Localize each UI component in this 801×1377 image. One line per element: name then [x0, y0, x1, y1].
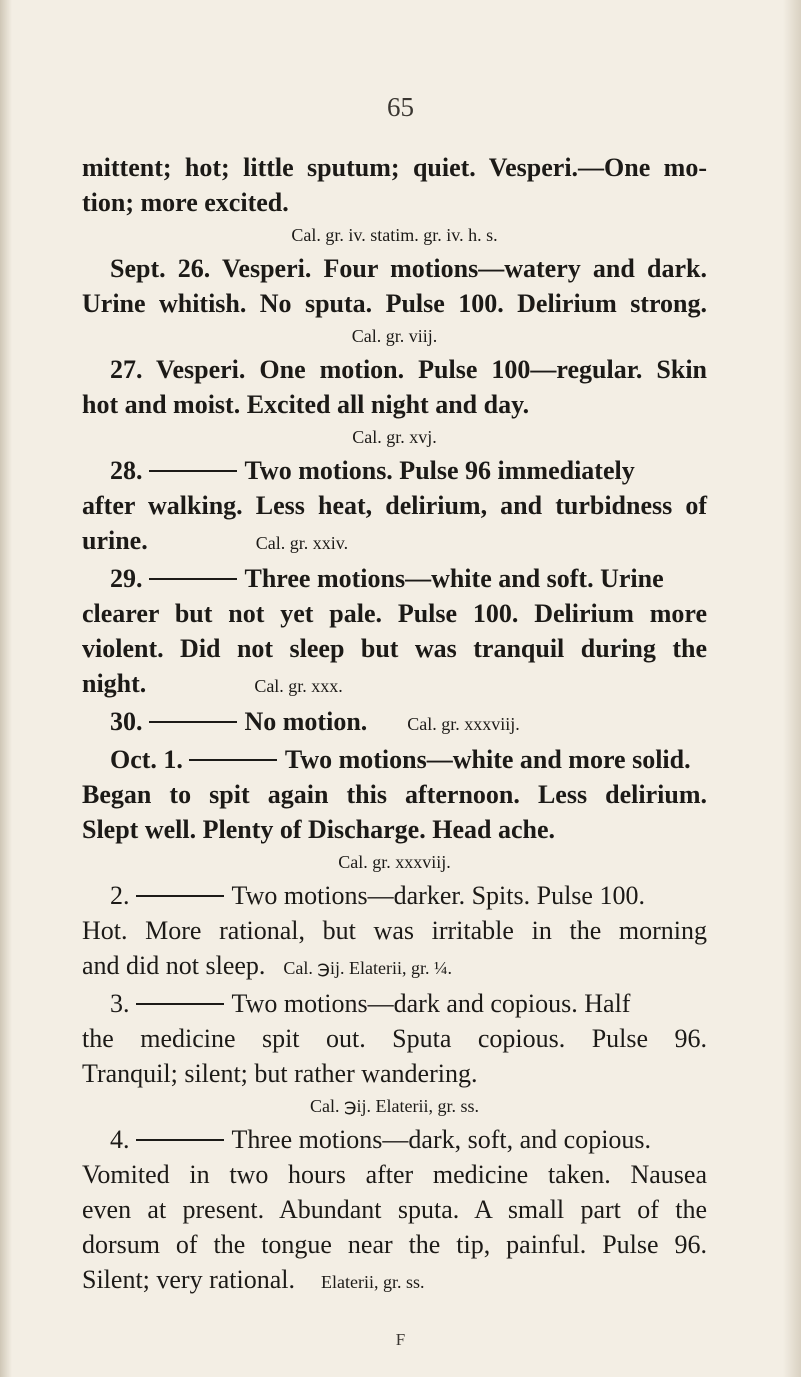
entry-date: 3.: [110, 989, 130, 1018]
text-line: clearer but not yet pale. Pulse 100. Delirium more: [82, 599, 707, 628]
entry-text: No motion.: [244, 707, 368, 736]
ditto-dash: [136, 1139, 224, 1141]
entry-text: Two motions—white and more solid.: [284, 745, 691, 774]
text-line: Hot. More rational, but was irritable in the morning: [82, 916, 707, 945]
entry-text: and did not sleep.: [82, 951, 266, 980]
signature-mark: F: [395, 1330, 406, 1349]
entry-first-line: [82, 742, 707, 777]
page-number: 65: [387, 92, 414, 122]
page-right-edge-shadow: [783, 0, 801, 1377]
entry-first-line: [82, 1122, 707, 1157]
entry-first-line: [82, 704, 707, 742]
entry-first-line: 27. Vesperi. One motion. Pulse 100—regular. Skin: [110, 355, 707, 384]
ditto-dash: [136, 895, 224, 897]
ditto-dash: [149, 578, 237, 580]
entry-text: Two motions—dark and copious. Half: [231, 989, 631, 1018]
entry-first-line: [82, 878, 707, 913]
text-line: after walking. Less heat, delirium, and turbidness of: [82, 491, 707, 520]
entry-first-line: [82, 453, 707, 488]
prescription-line: Cal. ℈ij. Elaterii, gr. ss.: [309, 1096, 480, 1116]
entry-text: Silent; very rational.: [82, 1265, 296, 1294]
prescription-inline: Cal. ℈ij. Elaterii, gr. ¼.: [283, 958, 452, 978]
entry-date: 2.: [110, 881, 130, 910]
text-line: [82, 666, 707, 704]
prescription-inline: Elaterii, gr. ss.: [321, 1272, 425, 1292]
text-line: Slept well. Plenty of Discharge. Head ache.: [82, 815, 555, 844]
entry-first-line: [82, 986, 707, 1021]
ditto-dash: [136, 1003, 224, 1005]
text-line: even at present. Abundant sputa. A small part of the: [82, 1195, 707, 1224]
entry-date: 4.: [110, 1125, 130, 1154]
ditto-dash: [149, 721, 237, 723]
text-line: [82, 948, 707, 986]
page-left-edge-shadow: [0, 0, 12, 1377]
entry-text: night.: [82, 669, 147, 698]
entry-date: 29.: [110, 564, 143, 593]
text-line: Vomited in two hours after medicine taken. Nausea: [82, 1160, 707, 1189]
entry-first-line: Sept. 26. Vesperi. Four motions—watery and dark.: [110, 254, 707, 283]
entry-text: urine.: [82, 526, 148, 555]
entry-date: Oct. 1.: [110, 745, 183, 774]
prescription-inline: Cal. gr. xxx.: [254, 676, 343, 696]
entry-date: 28.: [110, 456, 143, 485]
text-line: the medicine spit out. Sputa copious. Pulse 96.: [82, 1024, 707, 1053]
entry-first-line: [82, 561, 707, 596]
entry-text: Three motions—dark, soft, and copious.: [231, 1125, 652, 1154]
page-body: [82, 150, 707, 1300]
text-line: mittent; hot; little sputum; quiet. Vesperi.—One mo-: [82, 153, 707, 182]
text-line: Began to spit again this afternoon. Less delirium.: [82, 780, 707, 809]
entry-date: 30.: [110, 707, 143, 736]
text-line: tion; more excited.: [82, 188, 289, 217]
text-line: Urine whitish. No sputa. Pulse 100. Delirium strong.: [82, 289, 707, 318]
prescription-line: Cal. gr. xvj.: [352, 427, 437, 447]
prescription-line: Cal. gr. viij.: [351, 326, 438, 346]
text-line: dorsum of the tongue near the tip, painful. Pulse 96.: [82, 1230, 707, 1259]
prescription-inline: Cal. gr. xxxviij.: [407, 714, 520, 734]
text-line: violent. Did not sleep but was tranquil during the: [82, 634, 707, 663]
ditto-dash: [189, 759, 277, 761]
prescription-line: Cal. gr. iv. statim. gr. iv. h. s.: [291, 225, 498, 245]
entry-text: Two motions. Pulse 96 immediately: [244, 456, 635, 485]
text-line: [82, 1262, 707, 1300]
text-line: Tranquil; silent; but rather wandering.: [82, 1059, 478, 1088]
prescription-inline: Cal. gr. xxiv.: [255, 533, 349, 553]
ditto-dash: [149, 470, 237, 472]
text-line: [82, 523, 707, 561]
prescription-line: Cal. gr. xxxviij.: [338, 852, 451, 872]
text-line: hot and moist. Excited all night and day.: [82, 390, 530, 419]
entry-text: Three motions—white and soft. Urine: [244, 564, 664, 593]
entry-text: Two motions—darker. Spits. Pulse 100.: [231, 881, 645, 910]
